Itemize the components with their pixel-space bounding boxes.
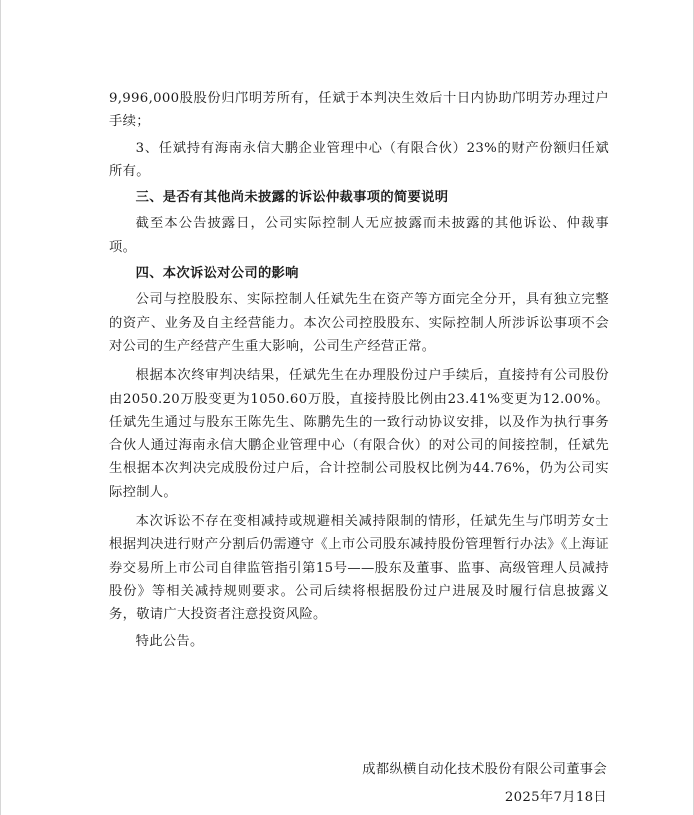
section-heading-3: 三、是否有其他尚未披露的诉讼仲裁事项的简要说明 [135,190,449,206]
paragraph-undisclosed-litigation: 截至本公告披露日，公司实际控制人无应披露而未披露的其他诉讼、仲裁事项。 [109,216,609,255]
paragraph-reduction-rules: 本次诉讼不存在变相减持或规避相关减持限制的情形，任斌先生与邝明芳女士根据判决进行财产分割后仍需遵守《上市公司股东减持股份管理暂行办法》《上海证券交易所上市公司自律监管指引第15号——股东及董事、监事、高级管理人员减持股份》等相关减持规则要求。公司后续将根据股份过户进展及时履行信息披露义务，敬请广大投资者注意投资风险。 [109,514,609,623]
paragraph-closing: 特此公告。 [135,633,204,649]
paragraph-shareholding-change: 根据本次终审判决结果，任斌先生在办理股份过户手续后，直接持有公司股份由2050.20万股变更为1050.60万股，直接持股比例由23.41%变更为12.00%。任斌先生通过与股东王陈先生、陈鹏先生的一致行动协议安排，以及作为执行事务合伙人通过海南永信大鹏企业管理中心（有限合伙）的对公司的间接控制，任斌先生根据本次判决完成股份过户后，合计控制公司股权比例为44.76%，仍为公司实际控制人。 [109,368,609,500]
paragraph-independence: 公司与控股股东、实际控制人任斌先生在资产等方面完全分开，具有独立完整的资产、业务及自主经营能力。本次公司控股股东、实际控制人所涉诉讼事项不会对公司的生产经营产生重大影响，公司生产经营正常。 [109,292,609,354]
paragraph-item-3: 3、任斌持有海南永信大鹏企业管理中心（有限合伙）23%的财产份额归任斌所有。 [109,140,609,179]
section-heading-4: 四、本次诉讼对公司的影响 [135,266,299,282]
signature-organization: 成都纵横自动化技术股份有限公司董事会 [362,762,607,777]
signature-date: 2025年7月18日 [504,790,607,805]
document-body [109,87,609,653]
paragraph-share-transfer: 9,996,000股股份归邝明芳所有，任斌于本判决生效后十日内协助邝明芳办理过户手续； [109,91,609,130]
